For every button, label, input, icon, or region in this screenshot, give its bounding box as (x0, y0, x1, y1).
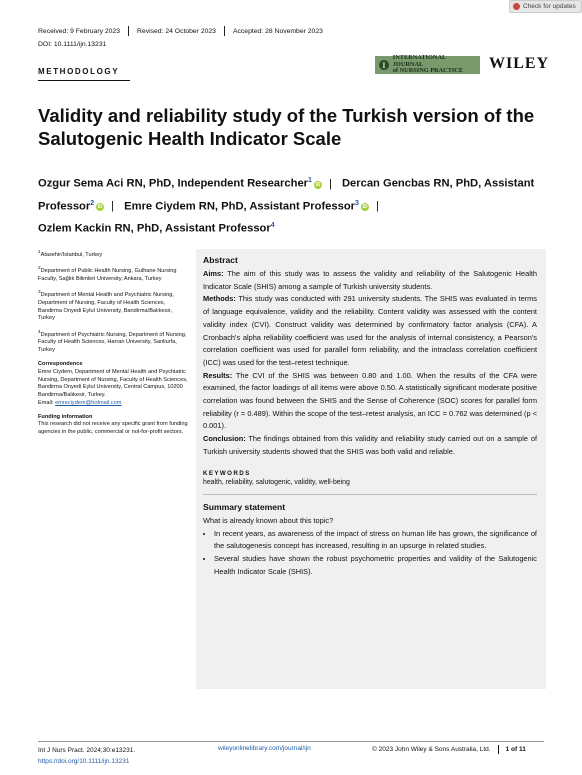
orcid-icon[interactable]: iD (362, 204, 368, 211)
keywords-divider (203, 494, 537, 495)
page-number: 1 of 11 (505, 746, 526, 753)
crossmark-icon (513, 3, 520, 10)
section-label: METHODOLOGY (38, 67, 120, 76)
copyright: © 2023 John Wiley & Sons Australia, Ltd. (372, 746, 491, 753)
check-updates-label: Check for updates (523, 3, 576, 10)
abstract-conclusion: Conclusion: The findings obtained from this validity and reliability study carried out on a sample of Turkish university students showed that the SHIS was both valid and reliable. (203, 434, 537, 456)
summary-bullet: • Several studies have shown the robust psychometric properties and validity of the Salutogenic Health Indicator Scale (SHIS). (214, 553, 537, 578)
date-divider (128, 26, 129, 36)
received-date: Received: 9 February 2023 (38, 27, 120, 35)
keywords-heading: KEYWORDS (203, 469, 251, 477)
footer-right (372, 745, 526, 754)
affiliation: $^2$Department of Public Health Nursing, Gulhane Nursing Faculty, Sağlık Bilimleri University, Ankara, Turkey (38, 265, 177, 282)
publisher-logo[interactable]: WILEY (489, 55, 550, 72)
affiliations-column (38, 248, 188, 442)
check-for-updates-button[interactable] (509, 0, 582, 13)
section-underline (38, 80, 130, 81)
author-name[interactable]: Ozlem Kackin RN, PhD, Assistant Professor (38, 223, 271, 236)
author-separator: | (375, 200, 379, 213)
summary-bullet: • In recent years, as awareness of the impact of stress on human life has grown, the significance of the salutogenesis concept has increased, resulting in an upsurge in related studies. (214, 528, 537, 553)
affiliation: $^3$Department of Mental Health and Psychiatric Nursing, Department of Nursing, Faculty of Health Sciences, Bandirma Onyedi Eylul University, Bandirma/Balıkesir, Turkey (38, 289, 174, 322)
funding-text: This research did not receive any specific grant from funding agencies in the public, commercial or not-for-profit sectors. (38, 421, 188, 436)
journal-logo[interactable] (375, 56, 480, 74)
author-name[interactable]: Ozgur Sema Aci RN, PhD, Independent Researcher (38, 177, 309, 190)
article-doi: DOI: 10.1111/ijn.13231 (38, 41, 107, 48)
author-separator: | (111, 200, 115, 213)
author-affiliation-ref[interactable]: 4 (270, 222, 275, 230)
keywords-list: health, reliability, salutogenic, validity, well-being (203, 478, 350, 486)
summary-question: What is already known about this topic? (203, 515, 334, 525)
abstract-aims: Aims: The aim of this study was to assess the validity and reliability of the Salutogenic Health Indicator Scale (SHIS) among a sample of Turkish university students. (203, 269, 537, 291)
journal-title-line2: of NURSING PRACTICE (392, 67, 464, 75)
journal-site-link[interactable]: wileyonlinelibrary.com/journal/ijn (218, 745, 311, 752)
author-name[interactable]: Dercan Gencbas RN, PhD, Assistant Professor (38, 177, 535, 213)
footer-divider (38, 741, 544, 742)
author-list (38, 171, 558, 239)
author-name[interactable]: Emre Ciydem RN, PhD, Assistant Professor (124, 200, 356, 213)
revised-date: Revised: 24 October 2023 (137, 27, 216, 35)
summary-bullets (203, 528, 537, 579)
doi-link[interactable]: https://doi.org/10.1111/ijn.13231 (38, 758, 130, 765)
funding-heading: Funding information (38, 413, 93, 420)
affiliation: $^1$Atasehir/Istanbul, Turkey (38, 249, 103, 258)
abstract-results: Results: The CVI of the SHIS was between 0.80 and 1.00. When the results of the CFA were examined, the factor loadings of all items were above 0.50. A statistically significant moderate positive correlation was found between the SHIS and the Sense of Coherence (SOC) scores for parallel form reliability (r = 0.489). Within the scope of the test–retest analysis, an ICC = 0.762 was determined (p < 0.001). (203, 370, 538, 431)
email-label: Email: (38, 399, 54, 406)
footer-separator (498, 745, 499, 754)
orcid-icon[interactable]: iD (315, 181, 321, 188)
correspondence-heading: Correspondence (38, 360, 83, 367)
article-dates (38, 26, 323, 36)
journal-icon: I (379, 60, 389, 70)
journal-title-line1: INTERNATIONAL JOURNAL (392, 54, 446, 68)
author-affiliation-ref[interactable]: 2 (90, 199, 95, 207)
author-affiliation-ref[interactable]: 1 (308, 177, 312, 184)
author-separator: | (328, 177, 332, 190)
abstract-methods: Methods: This study was conducted with 291 university students. The SHIS was evaluated in terms of language equivalence, validity and the reliability. Content validity was assessed with the content validity index (CVI). Construct validity was determined by confirmatory factor analysis (CFA). A Cronbach's alpha reliability coefficient was used for the analysis of internal consistency, a Pearson's correlation coefficient was used for parallel form reliability, and the intraclass correlation coefficient (ICC) was used for the test–retest technique. (203, 294, 538, 367)
affiliation: $^4$Department of Psychiatric Nursing, Department of Nursing, Faculty of Health Sciences, Harran University, Sanliurfa, Turkey (38, 328, 187, 354)
summary-heading: Summary statement (203, 501, 286, 512)
article-title: Validity and reliability study of the Turkish version of the Salutogenic Health Indicator Scale (38, 105, 535, 149)
correspondence-text: Emre Ciydem, Department of Mental Health and Psychiatric Nursing, Department of Nursing, Faculty of Health Sciences, Bandirma Onyedi Eylul University, Central Campus, 10200 Bandirma/Balıkesir, Turkey. Email: emreciydem@hotmail.com (38, 368, 188, 406)
footer-citation (38, 745, 135, 767)
email-link[interactable]: emreciydem@hotmail.com (55, 399, 122, 406)
abstract-heading: Abstract (203, 255, 238, 265)
date-divider (224, 26, 225, 36)
abstract-box (196, 249, 546, 689)
author-affiliation-ref[interactable]: 3 (355, 199, 359, 207)
citation-text: Int J Nurs Pract. 2024;30:e13231. (38, 747, 136, 754)
journal-title (393, 55, 476, 75)
accepted-date: Accepted: 28 November 2023 (232, 27, 323, 35)
orcid-icon[interactable]: iD (97, 204, 103, 211)
